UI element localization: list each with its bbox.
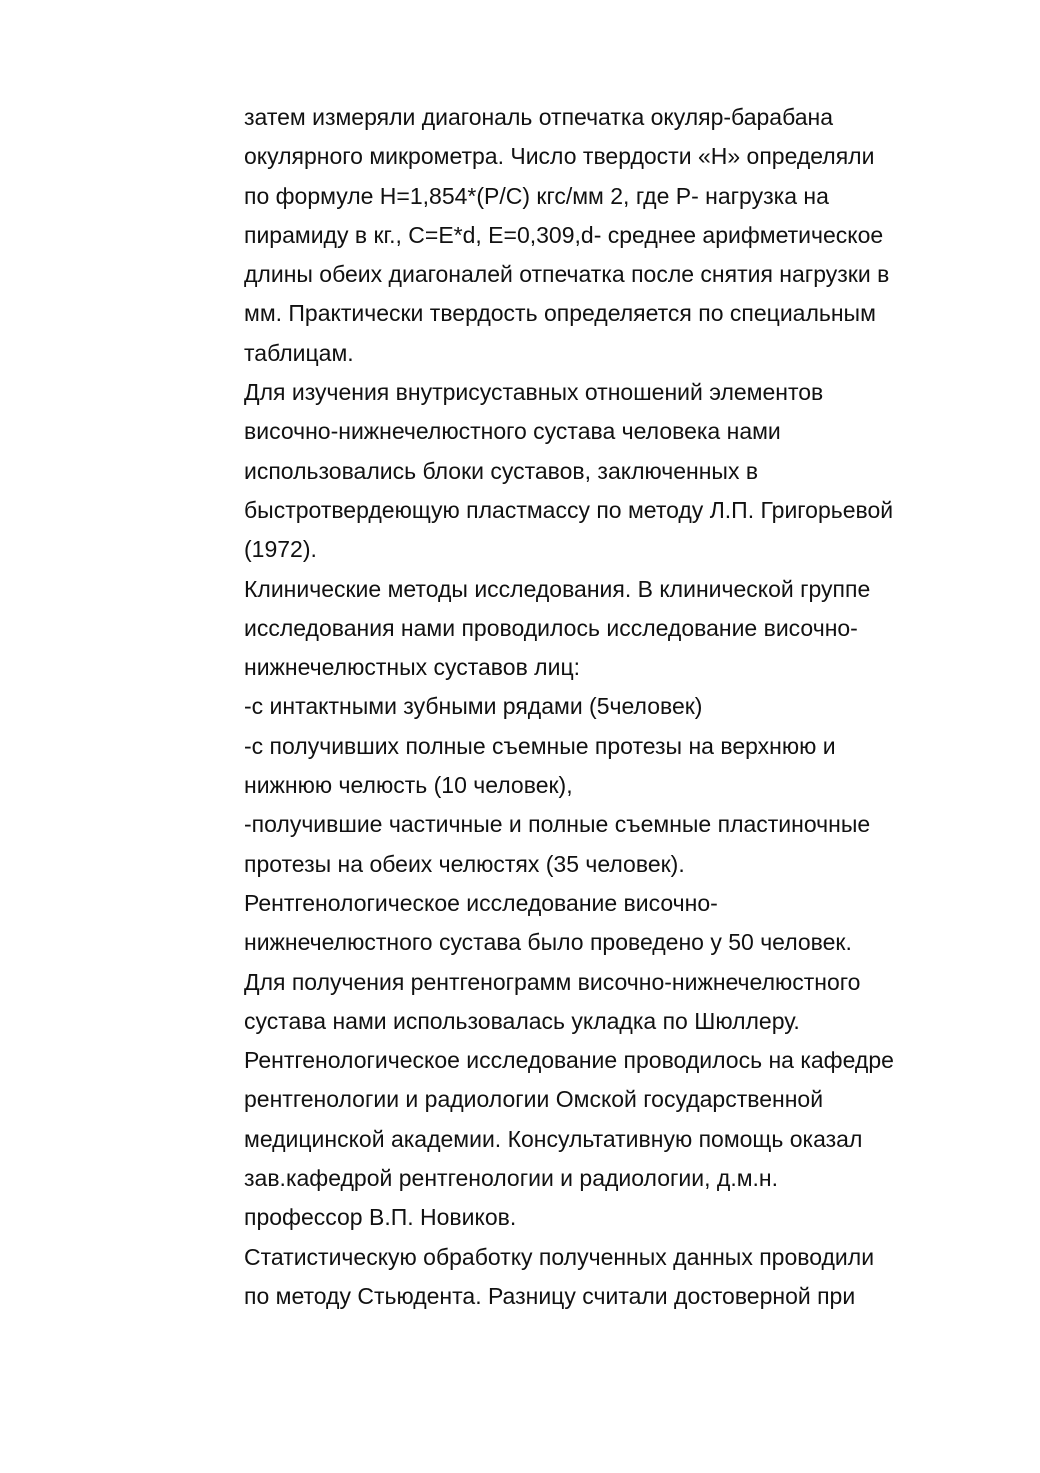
text-line: исследования нами проводилось исследование височно-: [244, 614, 858, 641]
text-line: Рентгенологическое исследование височно-: [244, 889, 718, 916]
text-line: -с интактными зубными рядами (5человек): [244, 693, 703, 720]
text-line: затем измеряли диагональ отпечатка окуляр-барабана: [244, 104, 834, 130]
text-line: быстротвердеющую пластмассу по методу Л.П. Григорьевой: [244, 496, 894, 523]
text-line: Статистическую обработку полученных данных проводили: [244, 1243, 875, 1270]
text-line: (1972).: [244, 536, 317, 563]
text-line: Рентгенологическое исследование проводилось на кафедре: [244, 1047, 894, 1074]
text-line: нижнечелюстного сустава было проведено у 50 человек.: [244, 929, 852, 956]
text-line: нижнечелюстных суставов лиц:: [244, 654, 581, 681]
text-line: височно-нижнечелюстного сустава человека нами: [244, 418, 781, 445]
text-line: нижнюю челюсть (10 человек),: [244, 772, 573, 799]
text-line: сустава нами использовалась укладка по Шюллеру.: [244, 1007, 800, 1034]
text-line: зав.кафедрой рентгенологии и радиологии, д.м.н.: [244, 1165, 778, 1192]
text-line: использовались блоки суставов, заключенных в: [244, 457, 759, 484]
text-line: по методу Стьюдента. Разницу считали достоверной при: [244, 1282, 856, 1309]
text-line: Для получения рентгенограмм височно-нижнечелюстного: [244, 968, 861, 995]
text-line: окулярного микрометра. Число твердости «Н» определяли: [244, 143, 875, 170]
text-line: Клинические методы исследования. В клинической группе: [244, 575, 871, 602]
text-line: -получившие частичные и полные съемные пластиночные: [244, 811, 871, 838]
text-line: по формуле H=1,854*(P/C) кгс/мм 2, где Р- нагрузка на: [244, 182, 829, 209]
text-line: Для изучения внутрисуставных отношений элементов: [244, 379, 824, 406]
text-line: мм. Практически твердость определяется по специальным: [244, 300, 876, 327]
text-line: длины обеих диагоналей отпечатка после снятия нагрузки в: [244, 261, 890, 288]
text-line: рентгенологии и радиологии Омской государственной: [244, 1086, 824, 1113]
text-line: протезы на обеих челюстях (35 человек).: [244, 850, 685, 877]
text-line: пирамиду в кг., C=E*d, E=0,309,d- среднее арифметическое: [244, 221, 884, 248]
text-line: -с получивших полные съемные протезы на верхнюю и: [244, 732, 836, 759]
text-line: профессор В.П. Новиков.: [244, 1204, 517, 1231]
body-text: [244, 98, 984, 1316]
text-line: медицинской академии. Консультативную помощь оказал: [244, 1125, 863, 1152]
text-line: таблицам.: [244, 339, 354, 366]
